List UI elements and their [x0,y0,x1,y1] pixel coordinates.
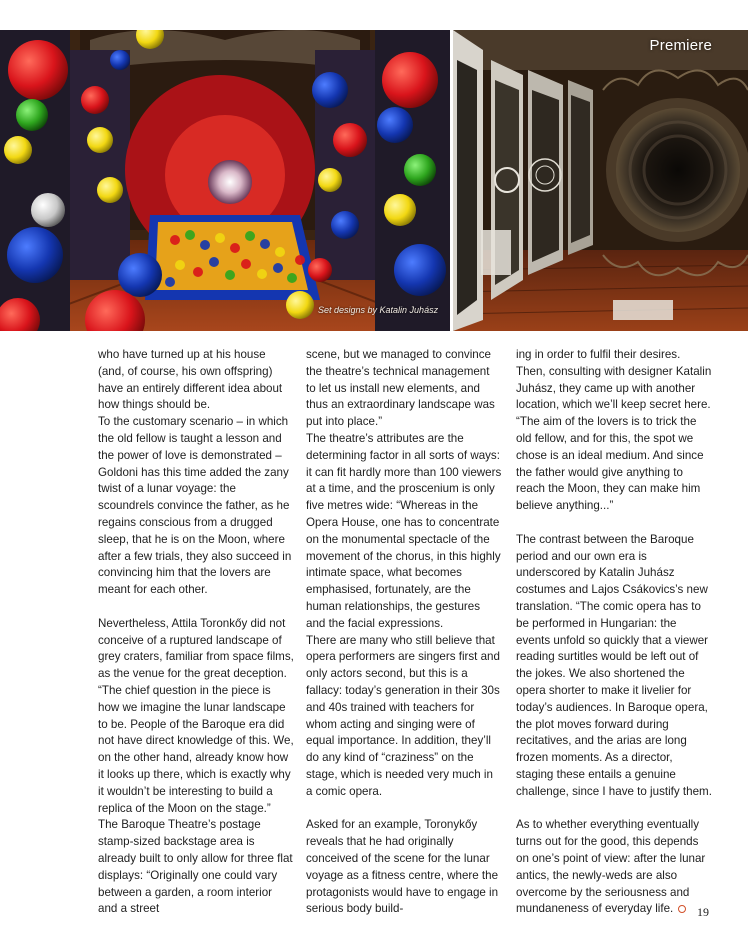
final-paragraph [516,817,712,918]
page-number: 19 [697,905,709,919]
paragraph: There are many who still believe that opera performers are singers first and only actors second, but this is a fallacy: today’s generation in their 30s and 40s trained with teachers for whom acting and singing were of equal importance. In addition, they’ll do any kind of “craziness” on the stage, which is needed very much in a comic opera. [306,633,500,798]
paragraph: The Baroque Theatre’s postage stamp-sized backstage area is already built to only allow for three flat displays: “Originally one could vary between a garden, a room interior and a street [98,818,293,916]
paragraph: Nevertheless, Attila Toronkőy did not conceive of a ruptured landscape of grey craters, familiar from space films, as the venue for the great deception. “The chief question in the piece is how we imagine the lunar landscape to be. People of the Baroque era did not have direct knowledge of this. We, on the other hand, already know how it looks up there, which is exactly why it wouldn’t be interesting to build a replica of the Moon on the stage.” [98,616,294,815]
paragraph: scene, but we managed to convince the theatre’s technical management to let us install new elements, and thus an extraordinary landscape was put into place.” [306,348,495,429]
section-label: Premiere [649,37,712,54]
paragraph: ing in order to fulfil their desires. Then, consulting with designer Katalin Juhász, they came up with another location, which we’ll keep secret here. “The aim of the lovers is to trick the old fellow, and for this, the spot we chose is an ideal medium. And since the father would give anything to reach the Moon, they can make him believe anything...” [516,348,712,513]
article-column-3 [516,347,712,918]
paragraph: To the customary scenario – in which the old fellow is taught a lesson and the power of love is demonstrated – Goldoni has this time added the zany twist of a lunar voyage: the scoundrels convince the father, as he regains conscious from a drugged sleep, that he is on the Moon, where after a few trials, they also succeed in convincing him that the lovers are meant for each other. [98,415,292,597]
end-of-article-icon [678,905,686,913]
paragraph: who have turned up at his house (and, of course, his own offspring) have an entirely different idea about how things should be. [98,348,283,412]
photo-caption: Set designs by Katalin Juhász [318,305,439,315]
set-design-illustration-left [0,30,450,331]
paragraph: Asked for an example, Toronykőy reveals that he had originally conceived of the scene for the lunar voyage as a fitness centre, where the protagonists would have to engage in serious body build- [306,818,499,916]
paragraph: The contrast between the Baroque period and our own era is underscored by Katalin Juhász costumes and Lajos Csákovics’s new translation. “The comic opera has to be performed in Hungarian: the events unfold so quickly that a viewer reading surtitles would be left out of the jokes. We also shortened the opera shorter to make it livelier for today’s audiences. In Baroque opera, the plot moves forward during recitatives, and the arias are long frozen moments. As a director, staging these entails a genuine challenge, since I have to justify them. [516,532,712,798]
article-column-2 [306,347,502,918]
paragraph: The theatre’s attributes are the determining factor in all sorts of ways: it can fit hardly more than 100 viewers at a time, and the proscenium is only five metres wide: “Whereas in the Opera House, one has to concentrate on the monumental spectacle of the movement of the chorus, in this highly intimate space, what becomes emphasised, fortunately, are the human relationships, the gestures and the facial expressions. [306,431,502,630]
article-column-1 [98,347,294,918]
set-design-illustration-right [453,30,748,331]
paragraph-text: As to whether everything eventually turns out for the good, this depends on one’s point of view: after the lunar antics, the newly-weds are also overcome by the seriousness and mundaneness of everyday life. [516,818,706,916]
